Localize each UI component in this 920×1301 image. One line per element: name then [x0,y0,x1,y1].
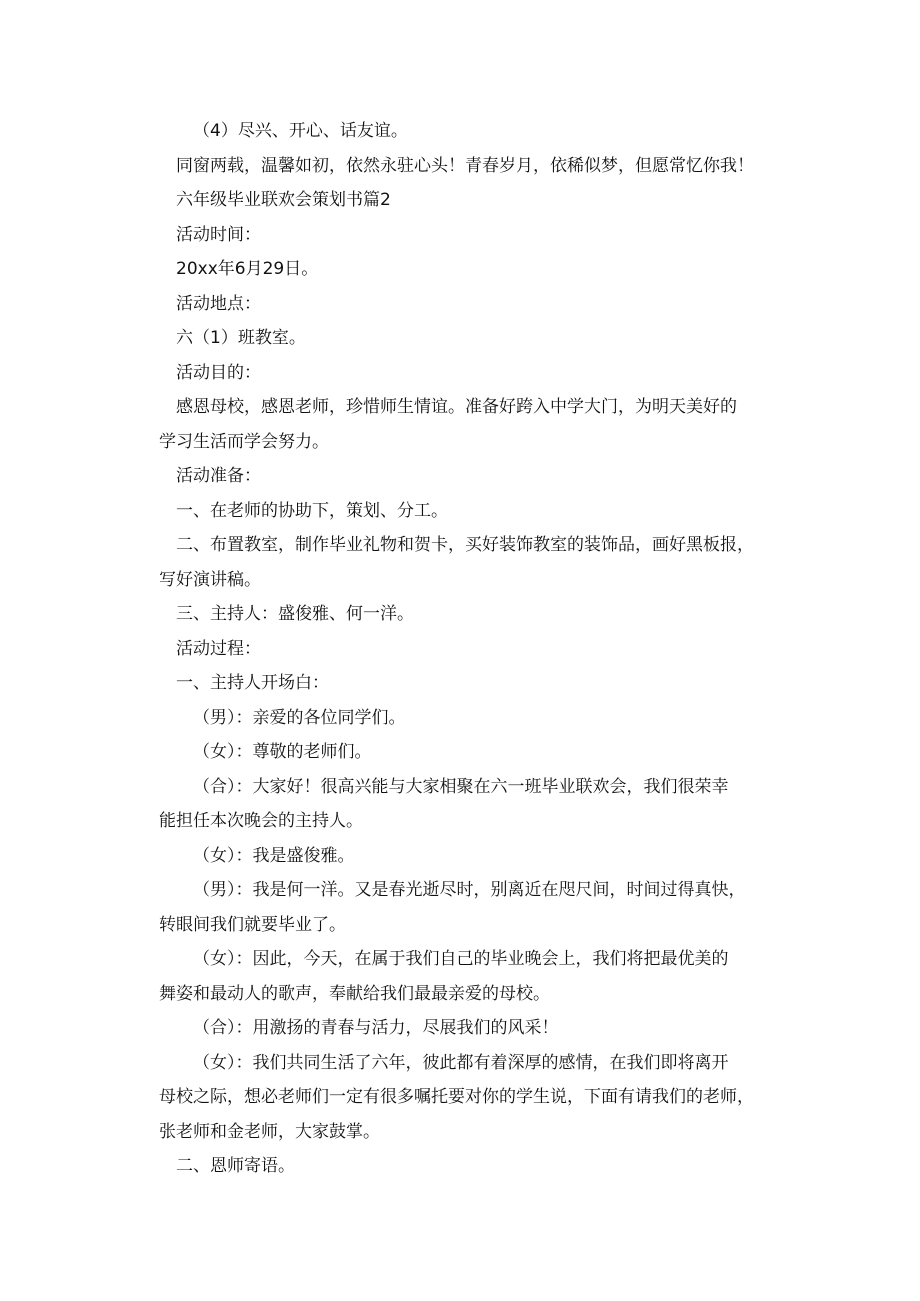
dialogue-line: （女）：我是盛俊雅。 [193,845,355,866]
paragraph-line: 同窗两载，温馨如初，依然永驻心头！青春岁月，依稀似梦，但愿常忆你我！ [176,155,754,176]
dialogue-line: 转眼间我们就要毕业了。 [159,914,346,935]
paragraph-line: 活动地点： [176,293,261,314]
purpose-paragraph [159,390,796,459]
paragraph-line: 20xx年6月29日。 [176,259,319,279]
paragraph-line: 二、布置教室，制作毕业礼物和贺卡，买好装饰教室的装饰品，画好黑板报， [176,535,754,555]
dialogue-line: 舞姿和最动人的歌声，奉献给我们最最亲爱的母校。 [159,983,550,1004]
paragraph-line: （4）尽兴、开心、话友谊。 [193,121,408,141]
paragraph-line: 写好演讲稿。 [159,569,261,590]
paragraph-line: 学习生活而学会努力。 [159,431,329,452]
dialogue-line: （合）：用激扬的青春与活力，尽展我们的风采！ [193,1018,559,1038]
dialogue-paragraph [159,873,796,942]
dialogue-paragraph [159,1046,796,1150]
paragraph-line: 活动时间： [176,224,261,245]
paragraph-line: 活动准备： [176,466,261,486]
dialogue-line: （女）：我们共同生活了六年，彼此都有着深厚的感情，在我们即将离开 [193,1052,729,1073]
paragraph-line: 一、主持人开场白： [176,673,329,693]
paragraph-line: 活动过程： [176,638,261,659]
dialogue-line: （女）：因此，今天，在属于我们自己的毕业晚会上，我们将把最优美的 [193,949,729,969]
paragraph-line: 六（1）班教室。 [176,328,306,348]
dialogue-paragraph [159,942,796,1011]
paragraph-line: 一、在老师的协助下，策划、分工。 [176,500,448,521]
dialogue-line: 张老师和金老师，大家鼓掌。 [159,1121,380,1142]
dialogue-line: （女）：尊敬的老师们。 [193,742,372,762]
dialogue-line: （合）：大家好！很高兴能与大家相聚在六一班毕业联欢会，我们很荣幸 [193,776,729,797]
prep-paragraph [159,528,796,597]
paragraph-line: 活动目的： [176,362,261,383]
dialogue-line: （男）：我是何一洋。又是春光逝尽时，别离近在咫尺间，时间过得真快， [193,880,746,900]
section-title: 六年级毕业联欢会策划书篇2 [176,190,391,210]
dialogue-line: 能担任本次晚会的主持人。 [159,811,363,831]
paragraph-line: 感恩母校，感恩老师，珍惜师生情谊。准备好跨入中学大门，为明天美好的 [176,397,737,417]
paragraph-line: 二、恩师寄语。 [176,1156,295,1176]
paragraph-line: 三、主持人：盛俊雅、何一洋。 [176,604,414,624]
dialogue-line: （男）：亲爱的各位同学们。 [193,707,406,728]
document-body [159,114,796,1184]
dialogue-line: 母校之际，想必老师们一定有很多嘱托要对你的学生说，下面有请我们的老师， [159,1087,754,1107]
dialogue-paragraph [159,770,796,839]
